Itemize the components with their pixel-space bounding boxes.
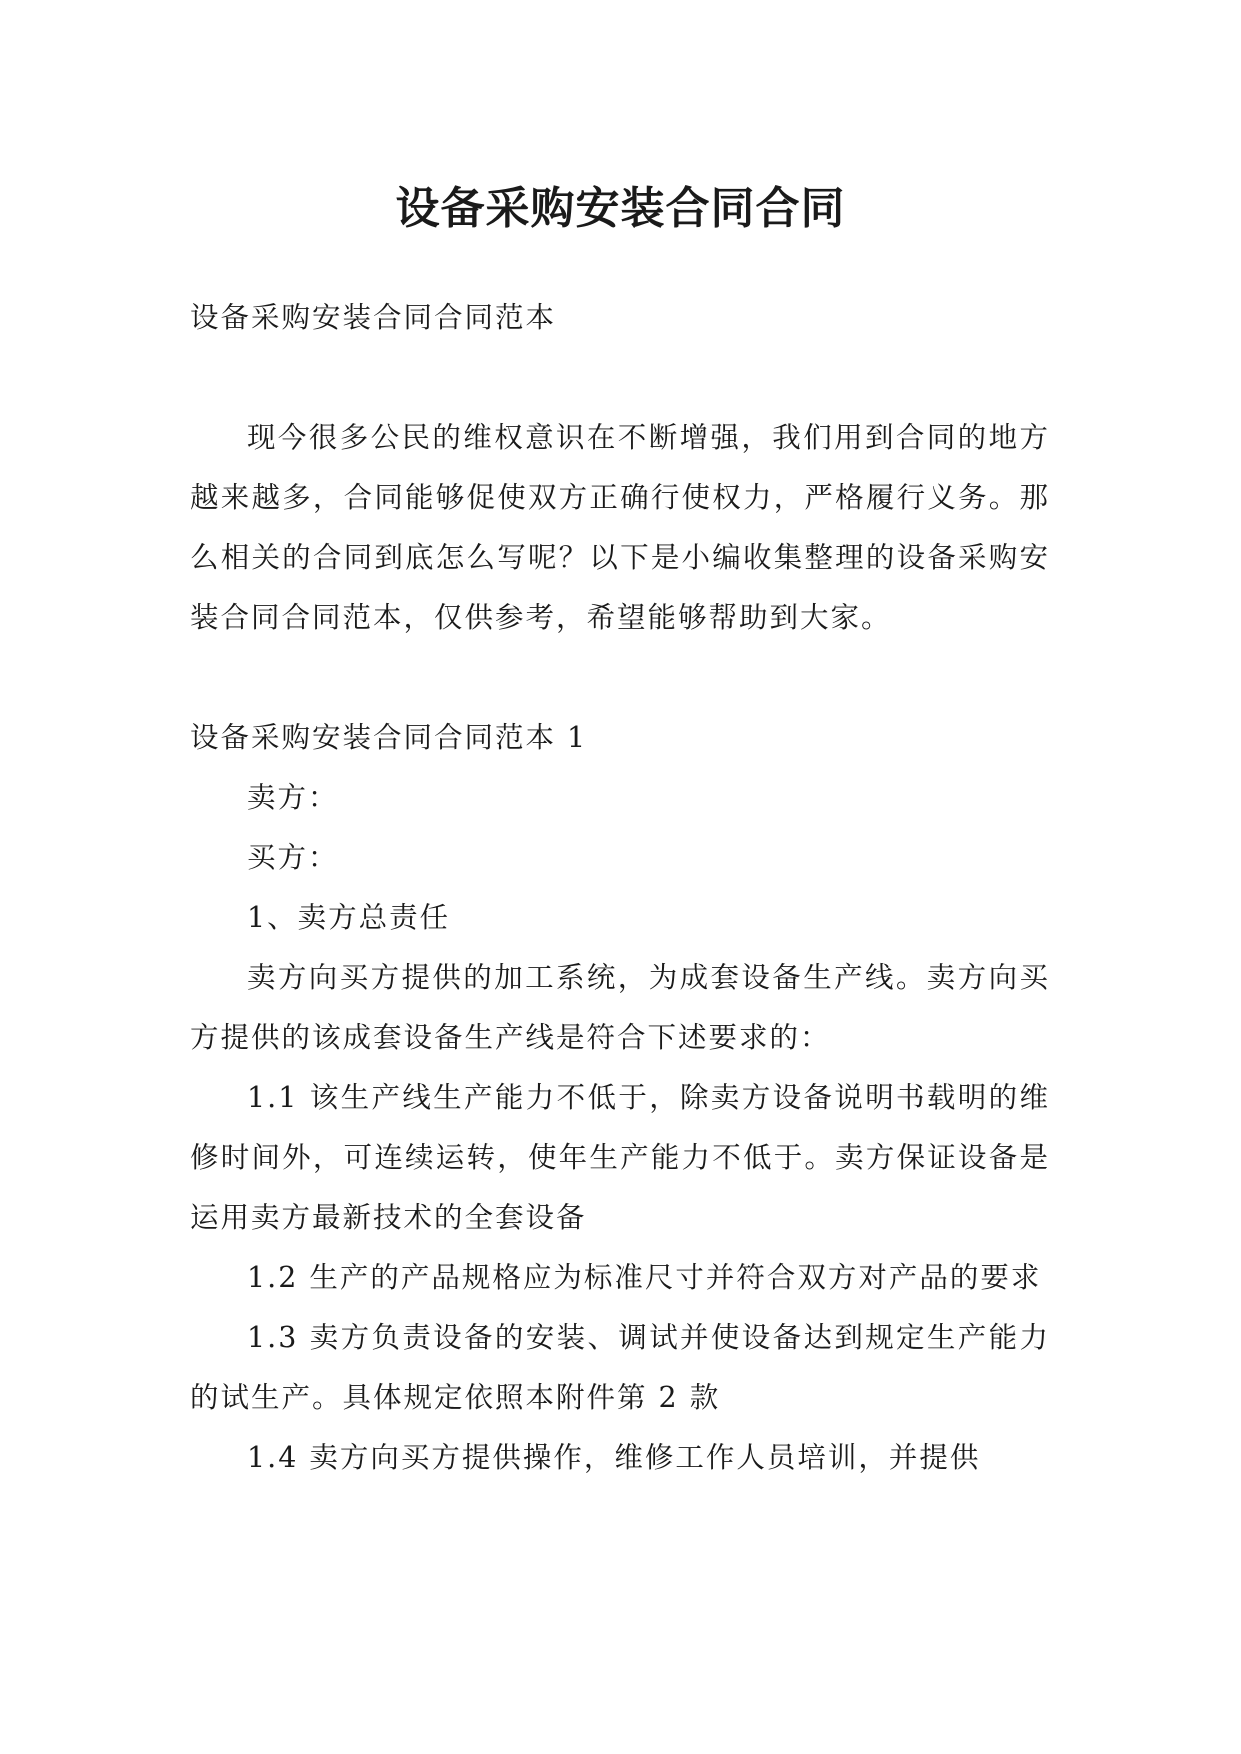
clause-1-2: 1.2 生产的产品规格应为标准尺寸并符合双方对产品的要求 <box>247 1261 1042 1294</box>
clause-1-body: 卖方向买方提供的加工系统，为成套设备生产线。卖方向买方提供的该成套设备生产线是符合下述要求的： <box>190 961 1050 1054</box>
seller-line: 卖方： <box>247 781 339 814</box>
document-title: 设备采购安装合同合同 <box>395 183 846 235</box>
clause-1-heading: 1、卖方总责任 <box>247 901 451 934</box>
clause-1-3: 1.3 卖方负责设备的安装、调试并使设备达到规定生产能力的试生产。具体规定依照本附件第 2 款 <box>190 1321 1050 1414</box>
document-subtitle: 设备采购安装合同合同范本 <box>190 301 557 334</box>
clause-1-4: 1.4 卖方向买方提供操作，维修工作人员培训，并提供 <box>247 1441 981 1474</box>
intro-paragraph: 现今很多公民的维权意识在不断增强，我们用到合同的地方越来越多，合同能够促使双方正确行使权力，严格履行义务。那么相关的合同到底怎么写呢？以下是小编收集整理的设备采购安装合同合同范本，仅供参考，希望能够帮助到大家。 <box>190 421 1050 634</box>
section-heading: 设备采购安装合同合同范本 1 <box>190 721 588 754</box>
spacer <box>190 648 1050 708</box>
spacer <box>190 348 1050 408</box>
document-body <box>190 288 1050 1488</box>
clause-1-1: 1.1 该生产线生产能力不低于，除卖方设备说明书载明的维修时间外，可连续运转，使年生产能力不低于。卖方保证设备是运用卖方最新技术的全套设备 <box>190 1081 1050 1234</box>
buyer-line: 买方： <box>247 841 339 874</box>
